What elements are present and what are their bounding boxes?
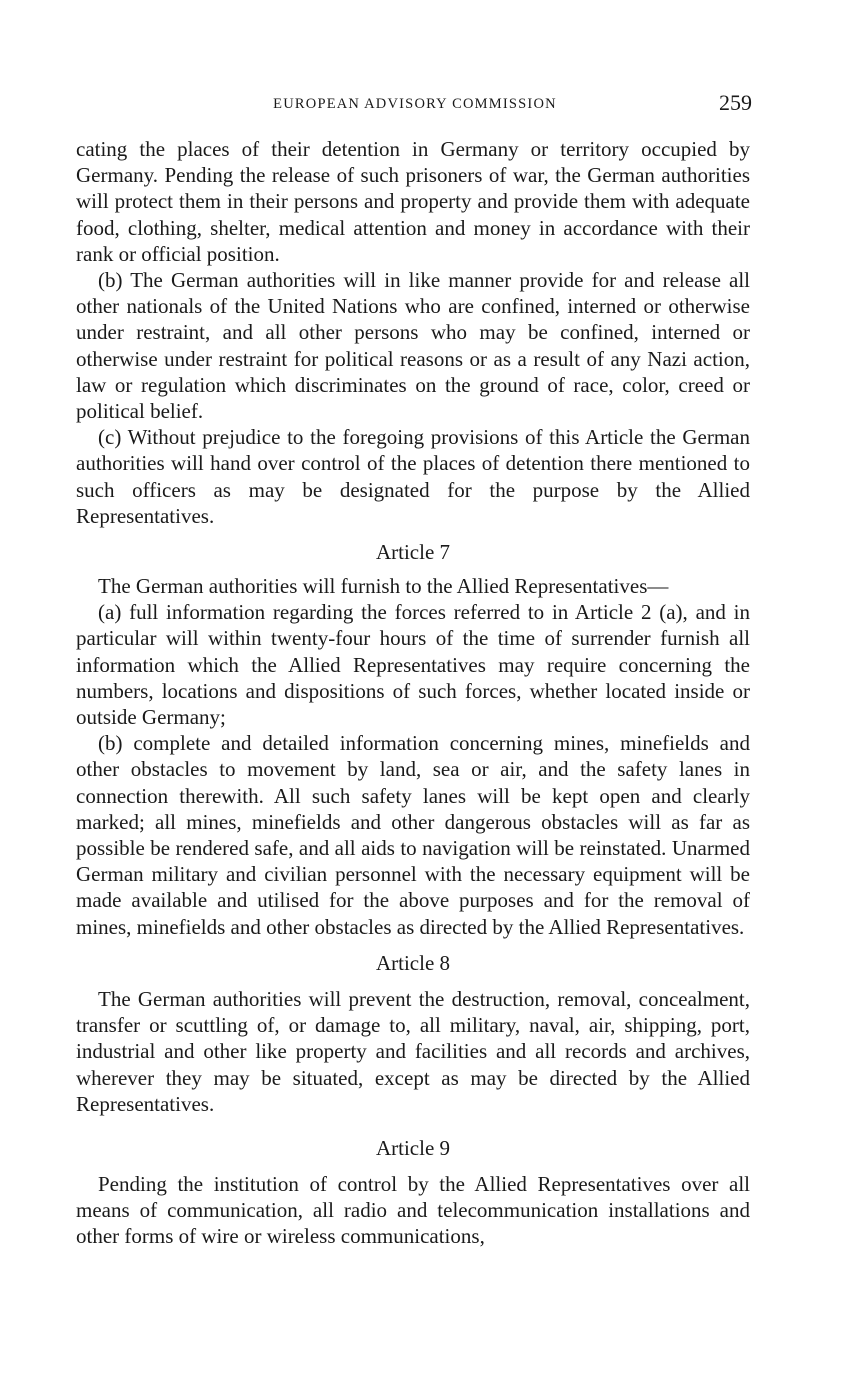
paragraph-a-forces-information: (a) full information regarding the forces referred to in Article 2 (a), and in particular will within twenty-four hours of the time of surrender furnish all information which the Allied Representatives may require concerning the numbers, locations and dispositions of such forces, whether located inside or outside Germany; xyxy=(76,600,750,730)
body-text xyxy=(76,136,750,1250)
running-head xyxy=(78,92,752,118)
paragraph-article-9: Pending the institution of control by the Allied Representatives over all means of communication, all radio and telecommunication installations and other forms of wire or wireless communications, xyxy=(76,1171,750,1249)
paragraph-continuation: cating the places of their detention in Germany or territory occupied by Germany. Pending the release of such prisoners of war, the German authorities will protect them in their persons and property and provide them with adequate food, clothing, shelter, medical attention and money in accordance with their rank or official position. xyxy=(76,137,750,266)
article-9-heading: Article 9 xyxy=(375,1135,451,1160)
paragraph-article-7-intro: The German authorities will furnish to the Allied Representatives— xyxy=(98,574,669,599)
article-7-heading: Article 7 xyxy=(375,540,451,565)
paragraph-b-mines-information: (b) complete and detailed information concerning mines, minefields and other obstacles to movement by land, sea or air, and the safety lanes in connection therewith. All such safety lanes will be kept open and clearly marked; all mines, minefields and other dangerous obstacles will as far as possible be rendered safe, and all aids to navigation will be reinstated. Unarmed German military and civilian personnel with the necessary equipment will be made available and utilised for the above purposes and for the removal of mines, minefields and other obstacles as directed by the Allied Representatives. xyxy=(76,731,750,939)
paragraph-article-8: The German authorities will prevent the destruction, removal, concealment, transfer or scuttling of, or damage to, all military, naval, air, shipping, port, industrial and other like property and facilities and all records and archives, wherever they may be situated, except as may be directed by the Allied Representatives. xyxy=(76,986,750,1116)
paragraph-b-other-nationals: (b) The German authorities will in like manner provide for and release all other nationals of the United Nations who are confined, interned or otherwise under restraint, and all other persons who may be confined, interned or otherwise under restraint for political reasons or as a result of any Nazi action, law or regulation which discriminates on the ground of race, color, creed or political belief. xyxy=(76,268,750,424)
running-title: EUROPEAN ADVISORY COMMISSION xyxy=(273,96,557,112)
page-number: 259 xyxy=(719,90,752,115)
article-8-heading: Article 8 xyxy=(375,950,451,975)
paragraph-c-places-of-detention: (c) Without prejudice to the foregoing provisions of this Article the German authorities will hand over control of the places of detention there mentioned to such officers as may be designated for the purpose by the Allied Representatives. xyxy=(76,425,750,528)
